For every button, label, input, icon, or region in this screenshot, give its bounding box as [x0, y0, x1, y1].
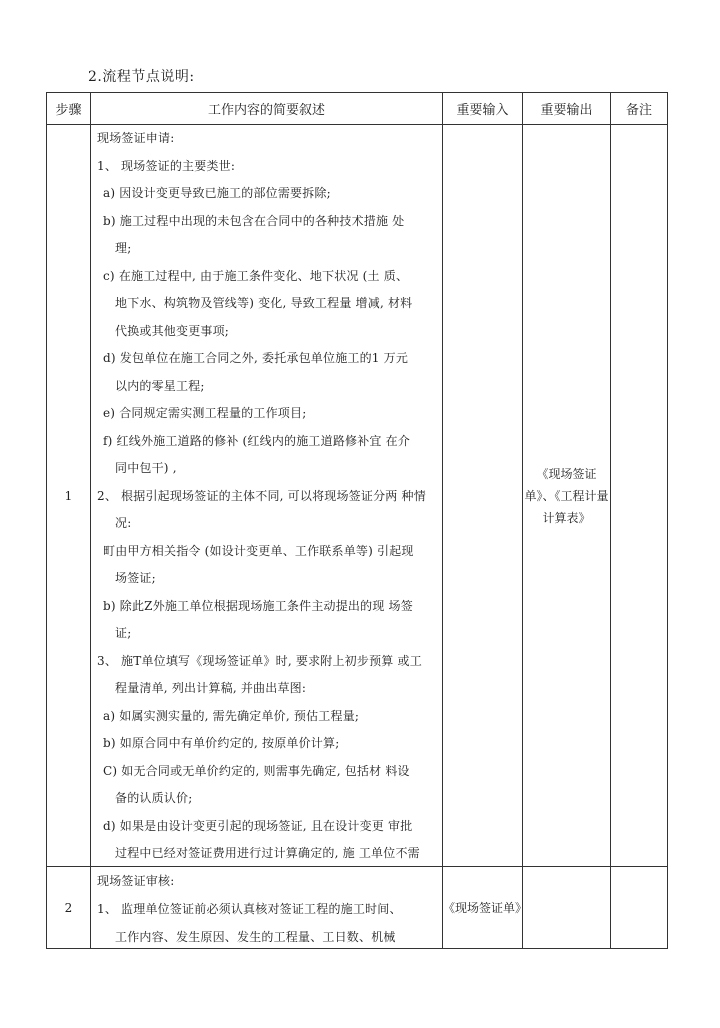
work-content-line: 1、 监理单位签证前必须认真核对签证工程的施工时间、	[97, 902, 402, 916]
work-content-line: b) 施工过程中出现的未包含在合同中的各种技术措施 处	[103, 213, 405, 228]
header-remarks: 备注	[611, 93, 668, 125]
note-cell	[611, 125, 668, 867]
input-text: 《现场签证单》	[443, 900, 528, 915]
output-cell	[523, 867, 611, 949]
table-header-row	[47, 93, 668, 125]
work-content-line: e) 合同规定需实测工程量的工作项目;	[103, 406, 307, 420]
input-cell	[443, 867, 528, 949]
work-content-line: 现场签证申请:	[97, 131, 175, 145]
work-content-lines	[91, 867, 442, 948]
work-content-cell	[91, 125, 443, 867]
work-content-line: 现场签证审核:	[97, 874, 175, 888]
work-content-line: a) 因设计变更导致已施工的部位需要拆除;	[103, 186, 331, 200]
work-content-line: d) 发包单位在施工合同之外, 委托承包单位施工的1 万元	[103, 351, 409, 365]
header-work-content: 工作内容的简要叙述	[91, 93, 443, 125]
work-content-line: 理;	[115, 241, 132, 255]
header-step: 步骤	[47, 93, 91, 125]
work-content-line: 3、 施T单位填写《现场签证单》时, 要求附上初步预算 或工	[97, 653, 422, 668]
work-content-line: f) 红线外施工道路的修补 (红线内的施工道路修补宜 在介	[103, 433, 411, 448]
work-content-lines	[91, 125, 442, 866]
work-content-line: c) 在施工过程中, 由于施工条件变化、地下状况 (土 质、	[103, 268, 409, 283]
work-content-line: 证;	[115, 626, 132, 640]
work-content-line: C) 如无合同或无单价约定的, 则需事先确定, 包括材 料设	[103, 763, 410, 778]
work-content-line: 同中包干) ,	[115, 461, 177, 475]
work-content-line: a) 如属实测实量的, 需先确定单价, 预估工程量;	[103, 708, 360, 723]
work-content-line: 过程中已经对签证费用进行过计算确定的, 施 工单位不需	[115, 846, 420, 860]
work-content-line: 工作内容、发生原因、发生的工程量、工日数、机械	[115, 930, 396, 944]
work-content-cell	[91, 867, 443, 949]
work-content-line: 场签证;	[115, 571, 156, 585]
note-cell	[611, 867, 668, 949]
output-cell	[523, 125, 611, 867]
work-content-line: 町由甲方相关指令 (如设计变更单、工作联系单等) 引起现	[103, 543, 414, 558]
table-row	[47, 867, 668, 949]
input-cell	[443, 125, 523, 867]
step-number: 1	[47, 125, 91, 867]
table-row	[47, 125, 668, 867]
work-content-line: d) 如果是由设计变更引起的现场签证, 且在设计变更 审批	[103, 818, 413, 833]
work-content-line: 1、 现场签证的主要类世:	[97, 158, 236, 173]
step-number: 2	[47, 867, 91, 949]
work-content-line: 2、 根据引起现场签证的主体不同, 可以将现场签证分两 种情	[97, 488, 426, 503]
output-text: 《现场签证单》、《工程计量计算表》	[524, 466, 609, 525]
work-content-line: 程量清单, 列出计算稿, 并曲出草图:	[115, 681, 307, 695]
header-important-input: 重要输入	[443, 93, 523, 125]
header-important-output: 重要输出	[523, 93, 611, 125]
work-content-line: b) 如原合同中有单价约定的, 按原单价计算;	[103, 736, 340, 750]
work-content-line: 代换或其他变更事项;	[115, 323, 230, 338]
work-content-line: 况:	[115, 516, 132, 530]
work-content-line: 以内的零星工程;	[115, 378, 205, 393]
section-heading: 2.流程节点说明:	[88, 69, 195, 85]
work-content-line: 备的认质认价;	[115, 791, 193, 805]
work-content-line: 地下水、构筑物及管线等) 变化, 导致工程量 增减, 材料	[115, 296, 413, 310]
process-node-table	[46, 92, 668, 949]
work-content-line: b) 除此Z外施工单位根据现场施工条件主动提出的现 场签	[103, 598, 413, 613]
